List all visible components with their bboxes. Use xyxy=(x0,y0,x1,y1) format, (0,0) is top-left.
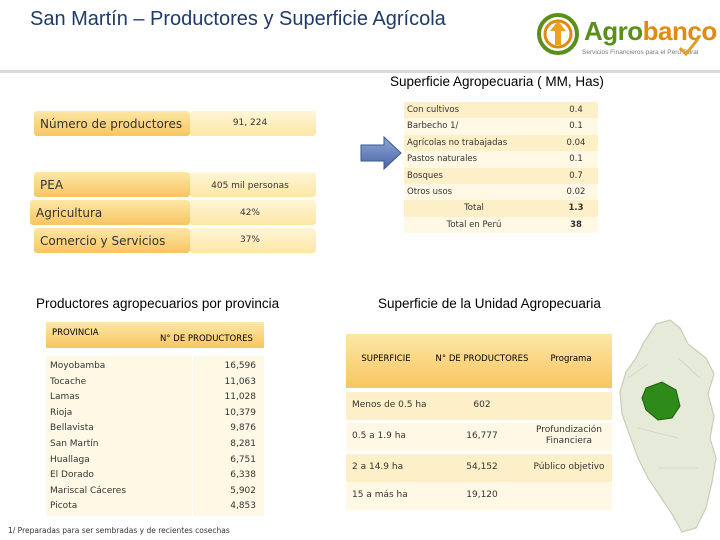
table-row xyxy=(346,423,612,451)
agricultura-label-box xyxy=(30,200,190,225)
superficie-row xyxy=(404,151,598,167)
superficie-row-label: Agrícolas no trabajadas xyxy=(407,137,508,148)
unidad-productores: 602 xyxy=(473,400,491,410)
provincia-productores: 9,876 xyxy=(230,423,256,434)
table-row xyxy=(46,498,264,514)
agrobanco-logo-icon xyxy=(536,12,580,56)
right-arrow-icon xyxy=(360,136,402,170)
logo-word-banco: banco xyxy=(642,16,717,46)
page-title: San Martín – Productores y Superficie Agrícola xyxy=(30,8,446,30)
superficie-row-value: 0.7 xyxy=(569,170,583,181)
pea-label: PEA xyxy=(40,177,64,192)
provincia-name: Rioja xyxy=(50,407,73,418)
pea-value: 405 mil personas xyxy=(211,181,289,191)
provincia-productores: 4,853 xyxy=(230,501,256,512)
provincia-name: Tocache xyxy=(50,376,87,387)
table-row xyxy=(346,392,612,420)
table-row xyxy=(46,467,264,483)
superficie-row-value: 0.1 xyxy=(569,121,583,132)
unidad-superficie: 15 a más ha xyxy=(352,490,408,500)
comercio-value: 37% xyxy=(239,235,260,245)
unidad-table-body xyxy=(346,390,612,510)
superficie-peru-row xyxy=(404,217,598,233)
productores-value: 91, 224 xyxy=(232,118,268,128)
comercio-label: Comercio y Servicios xyxy=(40,233,166,248)
provincias-table-header xyxy=(46,322,264,348)
superficie-row-label: Barbecho 1/ xyxy=(407,121,459,132)
logo-tagline: Servicios Financieros para el Perú Rural xyxy=(582,49,699,56)
peru-map-icon xyxy=(618,318,718,534)
table-row xyxy=(46,483,264,499)
table-row xyxy=(46,436,264,452)
provincia-name: Picota xyxy=(50,501,78,512)
superficie-peru-value: 38 xyxy=(570,219,582,230)
table-row xyxy=(346,482,612,510)
superficie-row-value: 0.4 xyxy=(569,105,583,115)
superficie-row-value: 0.04 xyxy=(566,137,586,148)
superficie-row xyxy=(404,184,598,200)
logo-check-icon xyxy=(678,36,700,58)
agricultura-value: 42% xyxy=(239,208,260,218)
table-row xyxy=(346,454,612,482)
provincia-productores: 6,338 xyxy=(230,470,256,481)
table-row xyxy=(46,374,264,390)
table-row xyxy=(46,405,264,421)
unidad-productores: 16,777 xyxy=(466,431,498,441)
productores-label-box xyxy=(34,111,190,136)
superficie-row-label: Otros usos xyxy=(407,186,453,197)
superficie-row xyxy=(404,102,598,118)
unidad-programa: Público objetivo xyxy=(533,462,605,472)
col-provincia: PROVINCIA xyxy=(52,328,99,338)
table-row xyxy=(46,420,264,436)
provincia-name: Lamas xyxy=(50,392,80,403)
col-productores: N° DE PRODUCTORES xyxy=(160,334,253,344)
unidad-table-header xyxy=(346,334,612,388)
pea-label-box xyxy=(34,172,190,197)
provincia-productores: 11,063 xyxy=(224,376,256,387)
comercio-label-box xyxy=(34,228,190,253)
provincia-name: Moyobamba xyxy=(50,361,106,371)
logo-word-agro: Agro xyxy=(584,16,643,46)
provincia-productores: 5,902 xyxy=(230,485,256,496)
unidad-superficie: 0.5 a 1.9 ha xyxy=(352,431,406,441)
footnote: 1/ Preparadas para ser sembradas y de recientes cosechas xyxy=(8,526,230,535)
table-row xyxy=(46,452,264,468)
superficie-row-value: 0.1 xyxy=(569,154,583,165)
provincia-name: El Dorado xyxy=(50,470,94,481)
provincias-title: Productores agropecuarios por provincia xyxy=(36,296,280,311)
provincia-productores: 6,751 xyxy=(230,454,256,465)
provincia-productores: 16,596 xyxy=(224,361,256,371)
col-superficie: SUPERFICIE xyxy=(361,354,411,364)
superficie-row-label: Pastos naturales xyxy=(407,154,478,165)
provincias-table-body xyxy=(46,356,264,516)
agrobanco-logo xyxy=(530,8,717,66)
superficie-total-row xyxy=(404,200,598,216)
unidad-programa: Profundización Financiera xyxy=(536,425,602,446)
provincia-name: Mariscal Cáceres xyxy=(50,485,127,496)
agricultura-label: Agricultura xyxy=(36,205,103,220)
superficie-heading: Superficie Agropecuaria ( MM, Has) xyxy=(390,74,604,89)
table-row xyxy=(46,358,264,374)
provincia-name: Bellavista xyxy=(50,423,94,434)
table-row xyxy=(46,389,264,405)
productores-label: Número de productores xyxy=(40,116,183,131)
provincia-productores: 10,379 xyxy=(224,407,256,418)
superficie-peru-label: Total en Perú xyxy=(446,219,502,230)
superficie-row xyxy=(404,118,598,134)
unidad-productores: 54,152 xyxy=(466,462,498,472)
provincia-productores: 11,028 xyxy=(224,392,256,403)
unidad-superficie: 2 a 14.9 ha xyxy=(352,462,404,472)
unidad-superficie: Menos de 0.5 ha xyxy=(352,400,427,410)
provincia-name: San Martín xyxy=(50,439,99,449)
title-divider xyxy=(0,70,720,73)
provincia-name: Huallaga xyxy=(50,454,90,465)
superficie-total-label: Total xyxy=(464,203,484,214)
superficie-total-value: 1.3 xyxy=(568,203,584,214)
superficie-row xyxy=(404,135,598,151)
superficie-row-label: Con cultivos xyxy=(407,105,460,115)
col-productores: N° DE PRODUCTORES xyxy=(435,354,529,364)
superficie-row-value: 0.02 xyxy=(566,186,586,197)
unidad-title: Superficie de la Unidad Agropecuaria xyxy=(378,296,601,311)
col-programa: Programa xyxy=(550,354,592,364)
superficie-table xyxy=(404,102,598,233)
provincia-productores: 8,281 xyxy=(230,439,256,449)
superficie-row-label: Bosques xyxy=(407,170,443,181)
unidad-productores: 19,120 xyxy=(466,490,498,500)
superficie-row xyxy=(404,168,598,184)
